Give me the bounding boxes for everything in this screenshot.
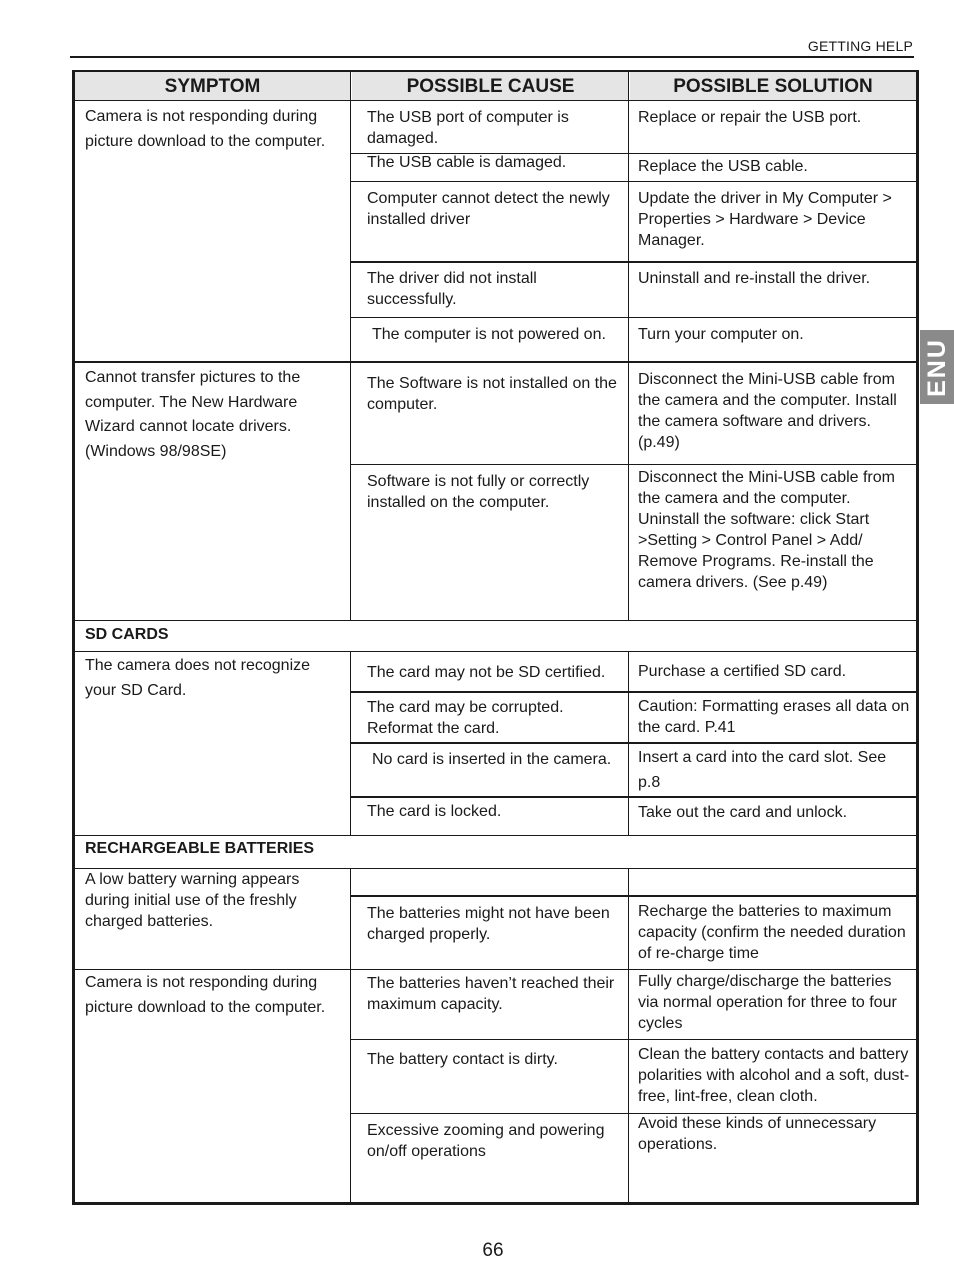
cause-cell: The batteries haven’t reached their maximum capacity. [367,975,615,1013]
cause-cell: The computer is not powered on. [372,326,606,343]
page-header: GETTING HELP [807,38,913,54]
language-tab-label: ENU [922,337,951,397]
solution-cell: Turn your computer on. [638,326,804,343]
symptom-cell: The camera does not recognize your SD Card. [85,657,311,699]
solution-cell: Disconnect the Mini-USB cable from the camera and the computer. Uninstall the software: click Start >Setting > Control Panel > Add/ Remove Programs. Re-install the camera drivers. (See p.49) [638,469,895,591]
cause-cell: The USB cable is damaged. [367,154,567,171]
header-symptom: SYMPTOM [74,72,351,100]
row-divider [350,895,918,897]
row-divider [72,651,918,652]
row-divider [350,796,918,798]
symptom-cell: Camera is not responding during picture download to the computer. [85,974,326,1016]
cause-cell: The driver did not install successfully. [367,270,537,308]
symptom-cell: Camera is not responding during picture download to the computer. [85,108,326,150]
cause-cell: Computer cannot detect the newly installed driver [367,190,610,228]
cause-cell: The batteries might not have been charged properly. [367,905,610,943]
cause-cell: The battery contact is dirty. [367,1051,558,1068]
solution-cell: Insert a card into the card slot. See p.8 [638,749,887,791]
solution-cell: Uninstall and re-install the driver. [638,270,871,287]
row-divider [72,835,918,836]
solution-cell: Take out the card and unlock. [638,804,848,821]
row-divider [350,181,918,182]
table-border-right [916,70,919,1205]
cause-cell: The card may be corrupted. Reformat the card. [367,699,564,737]
cause-cell: The Software is not installed on the computer. [367,375,617,413]
solution-cell: Purchase a certified SD card. [638,663,847,680]
row-divider [350,464,918,465]
row-divider [72,868,918,869]
header-cause: POSSIBLE CAUSE [352,72,629,100]
section-header: RECHARGEABLE BATTERIES [85,840,315,857]
table-border-bottom [72,1202,918,1205]
solution-cell: Caution: Formatting erases all data on the card. P.41 [638,698,910,736]
language-tab [920,330,954,404]
row-divider [350,1039,918,1040]
row-divider [350,153,918,154]
table-border-left [72,70,75,1205]
row-divider [350,691,918,693]
cause-cell: The card may not be SD certified. [367,664,606,681]
solution-cell: Avoid these kinds of unnecessary operations. [638,1115,877,1153]
symptom-cell: A low battery warning appears during initial use of the freshly charged batteries. [85,871,300,930]
column-divider [628,868,629,1204]
page-number: 66 [482,1240,504,1261]
solution-cell: Replace the USB cable. [638,158,808,175]
header-rule [70,56,914,58]
section-header: SD CARDS [85,626,169,643]
row-divider [72,620,918,621]
row-divider [350,317,918,318]
solution-cell: Update the driver in My Computer > Properties > Hardware > Device Manager. [638,190,892,249]
cause-cell: No card is inserted in the camera. [372,751,612,768]
solution-cell: Clean the battery contacts and battery polarities with alcohol and a soft, dust-free, lint-free, clean cloth. [638,1046,910,1105]
row-divider [72,361,918,363]
solution-cell: Recharge the batteries to maximum capacity (confirm the needed duration of re-charge time [638,903,906,962]
solution-cell: Fully charge/discharge the batteries via normal operation for three to four cycles [638,973,897,1032]
row-divider [350,261,918,263]
table-border-top [72,70,918,72]
row-divider [72,100,918,101]
symptom-cell: Cannot transfer pictures to the computer. The New Hardware Wizard cannot locate drivers. (Windows 98/98SE) [85,369,301,460]
row-divider [72,969,918,970]
solution-cell: Replace or repair the USB port. [638,109,862,126]
row-divider [350,742,918,744]
cause-cell: The card is locked. [367,803,502,820]
cause-cell: Excessive zooming and powering on/off operations [367,1122,605,1160]
cause-cell: The USB port of computer is damaged. [367,109,569,147]
header-solution: POSSIBLE SOLUTION [630,72,916,100]
cause-cell: Software is not fully or correctly installed on the computer. [367,473,590,511]
column-divider [350,868,351,1204]
row-divider [350,1113,918,1114]
solution-cell: Disconnect the Mini-USB cable from the camera and the computer. Install the camera software and drivers. (p.49) [638,371,897,451]
